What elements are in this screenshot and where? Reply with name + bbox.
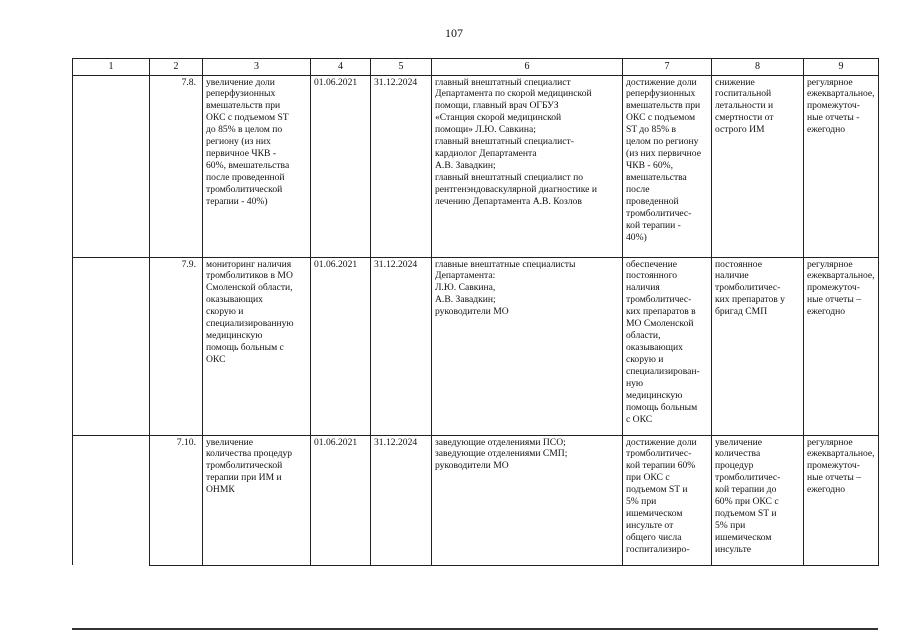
header-cell: 6	[432, 59, 623, 76]
end-date-cell: 31.12.2024	[371, 75, 432, 257]
header-cell: 4	[311, 59, 371, 76]
header-cell: 5	[371, 59, 432, 76]
item-number: 7.8.	[150, 75, 203, 257]
effect-cell: увеличение количества процедур тромболитичес- кой терапии до 60% при ОКС с подъемом ST и 5% при ишемическом инсульте	[712, 435, 804, 565]
header-cell: 1	[73, 59, 150, 76]
result-cell: обеспечение постоянного наличия тромболитичес- ких препаратов в МО Смоленской области, оказывающих скорую и специализирован- ную медицинскую помощь больным с ОКС	[623, 257, 712, 435]
responsible-cell: заведующие отделениями ПСО; заведующие отделениями СМП; руководители МО	[432, 435, 623, 565]
page-number: 107	[445, 26, 463, 40]
header-cell: 2	[150, 59, 203, 76]
header-cell: 7	[623, 59, 712, 76]
bottom-rule	[72, 628, 878, 630]
start-date-cell: 01.06.2021	[311, 257, 371, 435]
event-cell: мониторинг наличия тромболитиков в МО Смоленской области, оказывающих скорую и специализированную медицинскую помощь больным с ОКС	[203, 257, 311, 435]
plan-table	[72, 58, 879, 566]
event-cell: увеличение доли реперфузионных вмешательств при ОКС с подъемом ST до 85% в целом по региону (из них первичное ЧКВ - 60%, вмешательства после проведенной тромболитической терапии - 40%)	[203, 75, 311, 257]
empty-cell	[73, 435, 150, 565]
header-cell: 3	[203, 59, 311, 76]
effect-cell: снижение госпитальной летальности и смертности от острого ИМ	[712, 75, 804, 257]
start-date-cell: 01.06.2021	[311, 435, 371, 565]
header-row	[73, 59, 879, 76]
control-cell: регулярное ежеквартальное, промежуточ- ные отчеты – ежегодно	[804, 257, 879, 435]
empty-cell	[73, 257, 150, 435]
header-cell: 8	[712, 59, 804, 76]
responsible-cell: главный внештатный специалист Департамента по скорой медицинской помощи, главный врач ОГБУЗ «Станция скорой медицинской помощи» Л.Ю. Савкина; главный внештатный специалист- кардиолог Департамента А.В. Завадкин; главный внештатный специалист по рентгенэндоваскулярной диагностике и лечению Департамента А.В. Козлов	[432, 75, 623, 257]
empty-cell	[73, 75, 150, 257]
result-cell: достижение доли реперфузионных вмешательств при ОКС с подъемом ST до 85% в целом по региону (из них первичное ЧКВ - 60%, вмешательства после проведенной тромболитичес- кой терапии - 40%)	[623, 75, 712, 257]
end-date-cell: 31.12.2024	[371, 257, 432, 435]
control-cell: регулярное ежеквартальное, промежуточ- ные отчеты - ежегодно	[804, 75, 879, 257]
item-number: 7.10.	[150, 435, 203, 565]
item-number: 7.9.	[150, 257, 203, 435]
effect-cell: постоянное наличие тромболитичес- ких препаратов у бригад СМП	[712, 257, 804, 435]
table-row	[73, 435, 879, 565]
control-cell: регулярное ежеквартальное, промежуточ- ные отчеты – ежегодно	[804, 435, 879, 565]
table-row	[73, 257, 879, 435]
event-cell: увеличение количества процедур тромболитической терапии при ИМ и ОНМК	[203, 435, 311, 565]
end-date-cell: 31.12.2024	[371, 435, 432, 565]
header-cell: 9	[804, 59, 879, 76]
table-row	[73, 75, 879, 257]
responsible-cell: главные внештатные специалисты Департамента: Л.Ю. Савкина, А.В. Завадкин; руководители МО	[432, 257, 623, 435]
start-date-cell: 01.06.2021	[311, 75, 371, 257]
result-cell: достижение доли тромболитичес- кой терапии 60% при ОКС с подъемом ST и 5% при ишемическом инсульте от общего числа госпитализиро-	[623, 435, 712, 565]
